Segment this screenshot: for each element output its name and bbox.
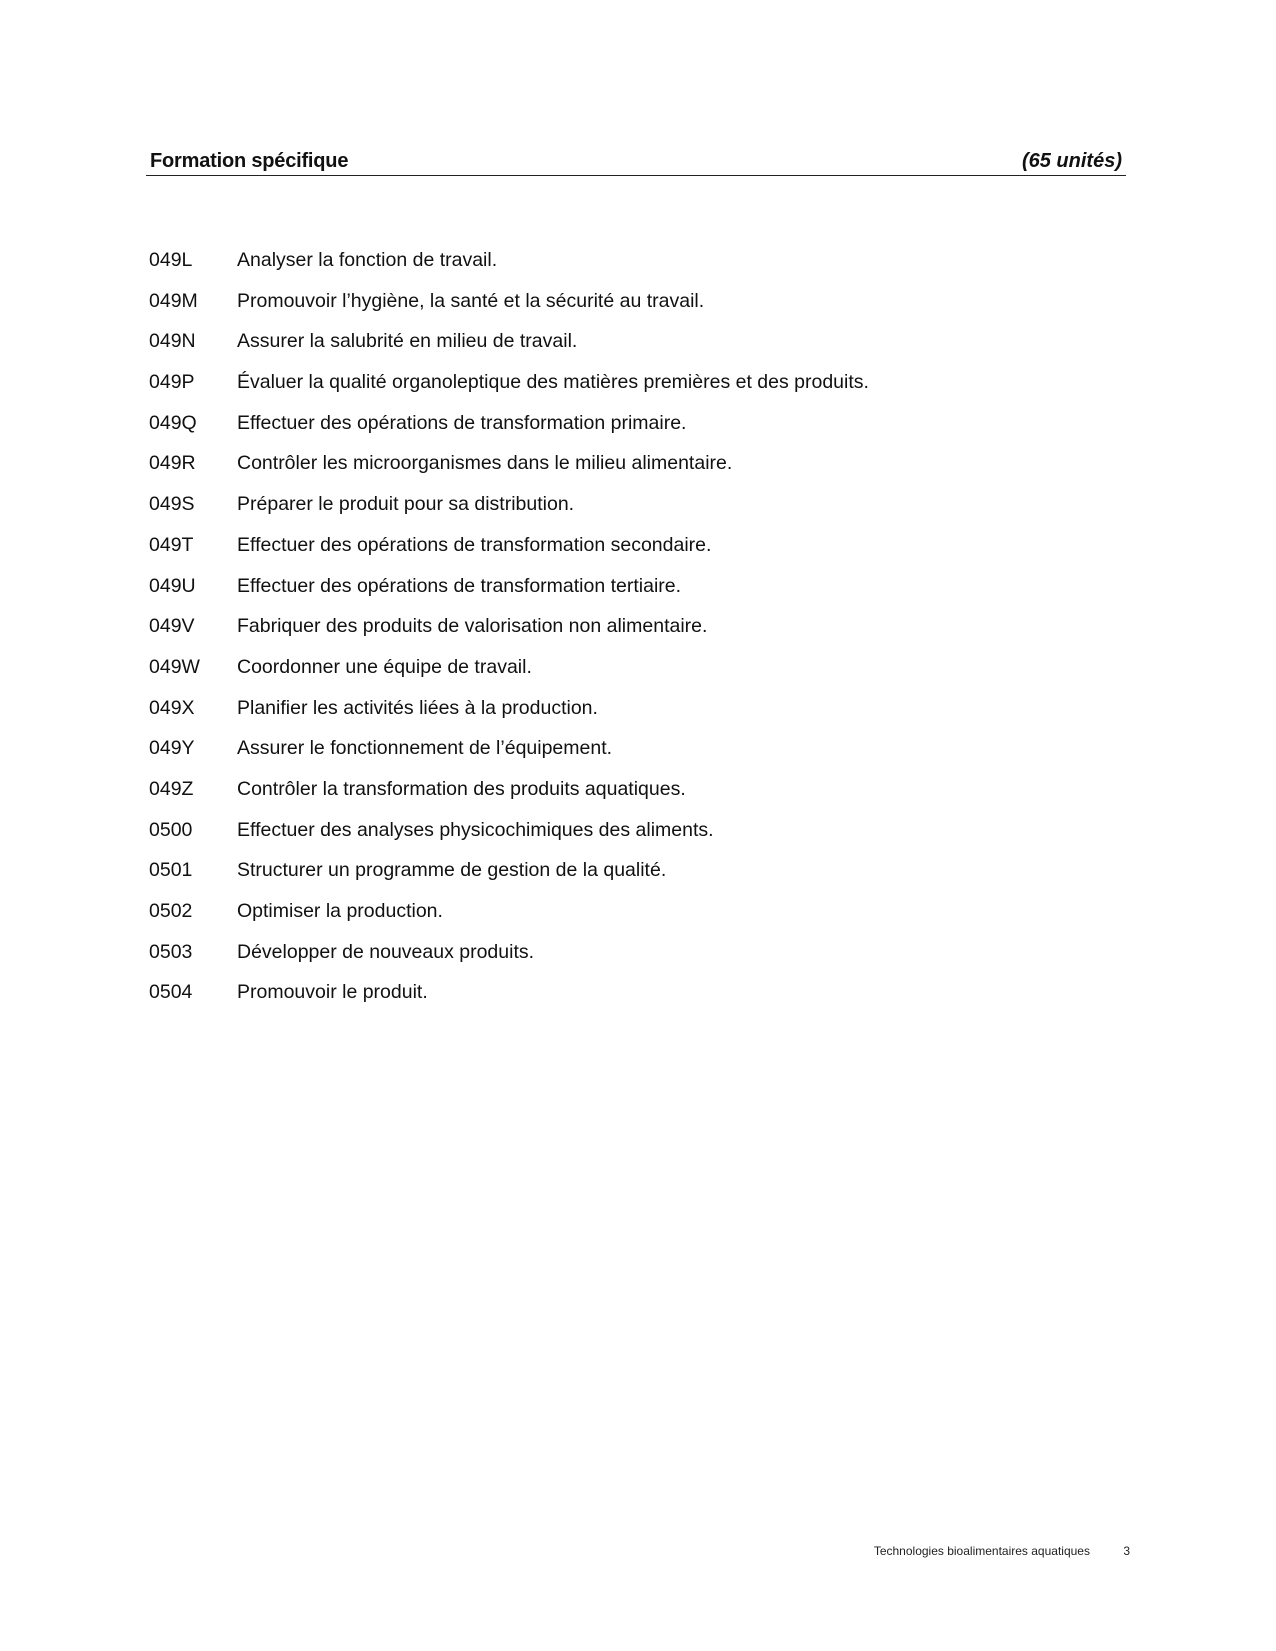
competency-item [149, 818, 1109, 859]
competency-label: Fabriquer des produits de valorisation non alimentaire. [237, 615, 708, 638]
competency-code: 049L [149, 249, 193, 271]
competency-code: 049P [149, 371, 195, 394]
competency-item [149, 696, 1109, 737]
competency-item [149, 451, 1109, 492]
competency-label: Effectuer des analyses physicochimiques des aliments. [237, 818, 714, 841]
competency-code: 049Z [149, 777, 194, 800]
page-footer [874, 1544, 1130, 1558]
section-units: (65 unités) [1021, 150, 1122, 172]
competency-item [149, 736, 1109, 777]
competency-label: Effectuer des opérations de transformation primaire. [237, 411, 687, 434]
competency-code: 0503 [149, 940, 193, 963]
competency-code: 0502 [149, 900, 193, 922]
competency-item [149, 329, 1109, 370]
competency-code: 049X [149, 696, 195, 719]
competency-list [149, 248, 1109, 1021]
section-header [146, 145, 1126, 176]
competency-label: Optimiser la production. [237, 900, 443, 922]
competency-item [149, 614, 1109, 655]
competency-label: Analyser la fonction de travail. [237, 249, 498, 271]
competency-label: Contrôler les microorganismes dans le milieu alimentaire. [237, 452, 733, 475]
competency-code: 0500 [149, 818, 193, 841]
competency-code: 0504 [149, 981, 193, 1004]
competency-item [149, 655, 1109, 696]
competency-code: 049T [149, 533, 194, 556]
competency-item [149, 492, 1109, 533]
footer-title: Technologies bioalimentaires aquatiques [873, 1544, 1090, 1558]
competency-code: 049V [149, 615, 195, 638]
competency-label: Contrôler la transformation des produits aquatiques. [237, 777, 686, 800]
competency-item [149, 980, 1109, 1021]
competency-label: Promouvoir l’hygiène, la santé et la sécurité au travail. [237, 289, 705, 312]
competency-label: Coordonner une équipe de travail. [237, 655, 532, 678]
competency-item [149, 777, 1109, 818]
competency-label: Planifier les activités liées à la production. [237, 696, 598, 719]
competency-label: Développer de nouveaux produits. [237, 940, 535, 963]
competency-code: 049N [149, 330, 196, 353]
competency-label: Effectuer des opérations de transformation secondaire. [237, 533, 712, 556]
competency-item [149, 940, 1109, 981]
competency-code: 049Q [149, 411, 197, 434]
competency-item [149, 858, 1109, 899]
competency-label: Effectuer des opérations de transformation tertiaire. [237, 574, 682, 597]
competency-label: Structurer un programme de gestion de la qualité. [237, 859, 667, 882]
competency-item [149, 899, 1109, 940]
competency-item [149, 289, 1109, 330]
competency-label: Promouvoir le produit. [237, 981, 428, 1004]
page-number: 3 [1123, 1544, 1130, 1558]
competency-code: 049S [149, 493, 195, 516]
competency-item [149, 533, 1109, 574]
section-title: Formation spécifique [150, 150, 349, 172]
competency-code: 049U [149, 574, 196, 597]
competency-label: Assurer la salubrité en milieu de travail. [237, 330, 578, 353]
competency-code: 049Y [149, 737, 195, 760]
competency-item [149, 248, 1109, 289]
competency-label: Préparer le produit pour sa distribution. [237, 493, 575, 516]
competency-label: Assurer le fonctionnement de l’équipement. [237, 737, 613, 760]
competency-code: 0501 [149, 859, 193, 882]
competency-item [149, 370, 1109, 411]
competency-code: 049R [149, 452, 196, 475]
competency-code: 049W [149, 655, 200, 678]
competency-label: Évaluer la qualité organoleptique des matières premières et des produits. [237, 371, 869, 394]
competency-item [149, 411, 1109, 452]
competency-item [149, 574, 1109, 615]
competency-code: 049M [149, 289, 198, 312]
